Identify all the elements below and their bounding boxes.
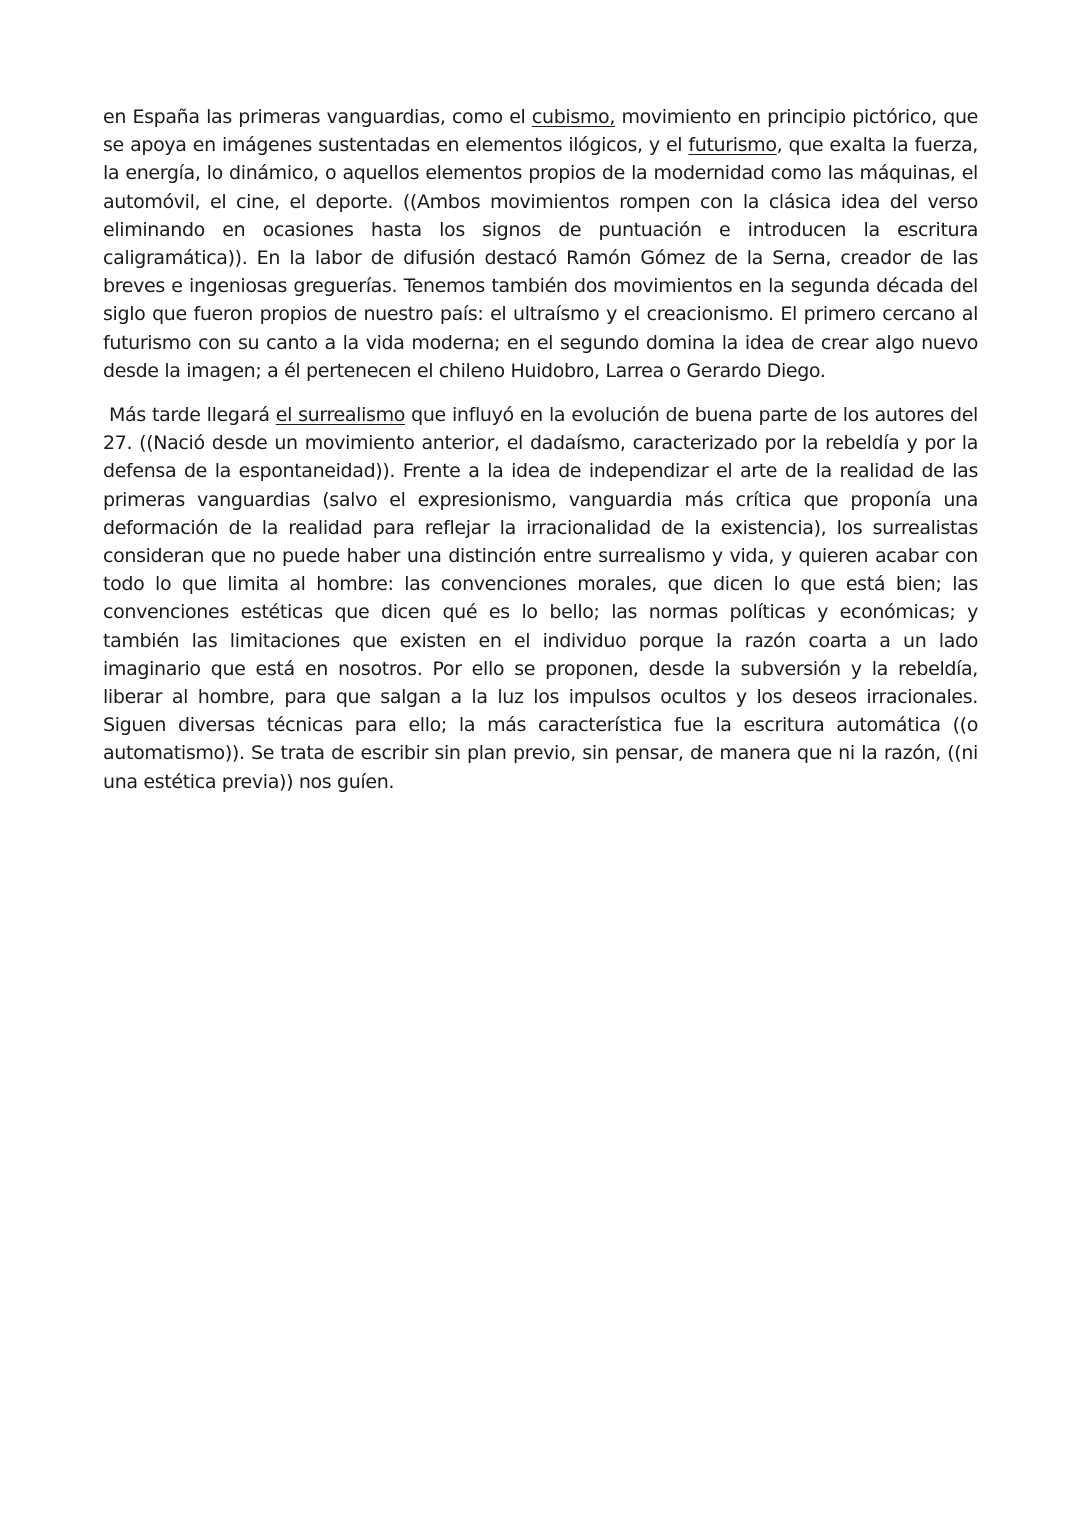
paragraph-1-text-2: movimiento en principio pictórico, que se apoya en imágenes sustentadas en elementos ilógicos, y el xyxy=(103,106,979,157)
paragraph-2-text-2: que influyó en la evolución de buena parte de los autores del 27. ((Nació desde un movimiento anterior, el dadaísmo, caracterizado por la rebeldía y por la defensa de la espontaneidad)). Frente a la idea de independizar el arte de la realidad de las primeras vanguardias (salvo el expresionismo, vanguardia más crítica que proponía una deformación de la realidad para reflejar la irracionalidad de la existencia), los surrealistas consideran que no puede haber una distinción entre surrealismo y vida, y quieren acabar con todo lo que limita al hombre: las convenciones morales, que dicen lo que está bien; las convenciones estéticas que dicen qué es lo bello; las normas políticas y económicas; y también las limitaciones que existen en el individuo porque la razón coarta a un lado imaginario que está en nosotros. Por ello se proponen, desde la subversión y la rebeldía, liberar al hombre, para que salgan a la luz los impulsos ocultos y los deseos irracionales. Siguen diversas técnicas para ello; la más característica fue la escritura automática ((o automatismo)). Se trata de escribir sin plan previo, sin pensar, de manera que ni la razón, ((ni una estética previa)) nos guíen. xyxy=(103,404,978,793)
paragraph-1-text-1: en España las primeras vanguardias, como el xyxy=(103,106,532,128)
paragraph-vanguardias xyxy=(103,103,978,385)
term-surrealismo: el surrealismo xyxy=(275,404,406,427)
paragraph-1-text-3: , que exalta la fuerza, la energía, lo dinámico, o aquellos elementos propios de la modernidad como las máquinas, el automóvil, el cine, el deporte. ((Ambos movimientos rompen con la clásica idea del verso eliminando en ocasiones hasta los signos de puntuación e introducen la escritura caligramática)). En la labor de difusión destacó Ramón Gómez de la Serna, creador de las breves e ingeniosas greguerías. Tenemos también dos movimientos en la segunda década del siglo que fueron propios de nuestro país: el ultraísmo y el creacionismo. El primero cercano al futurismo con su canto a la vida moderna; en el segundo domina la idea de crear algo nuevo desde la imagen; a él pertenecen el chileno Huidobro, Larrea o Gerardo Diego. xyxy=(103,134,978,382)
term-cubismo: cubismo, xyxy=(531,106,616,128)
paragraph-surrealismo xyxy=(103,401,978,796)
paragraph-2-text-1: Más tarde llegará xyxy=(109,404,276,427)
document-page xyxy=(103,103,978,812)
term-futurismo: futurismo xyxy=(688,134,777,157)
